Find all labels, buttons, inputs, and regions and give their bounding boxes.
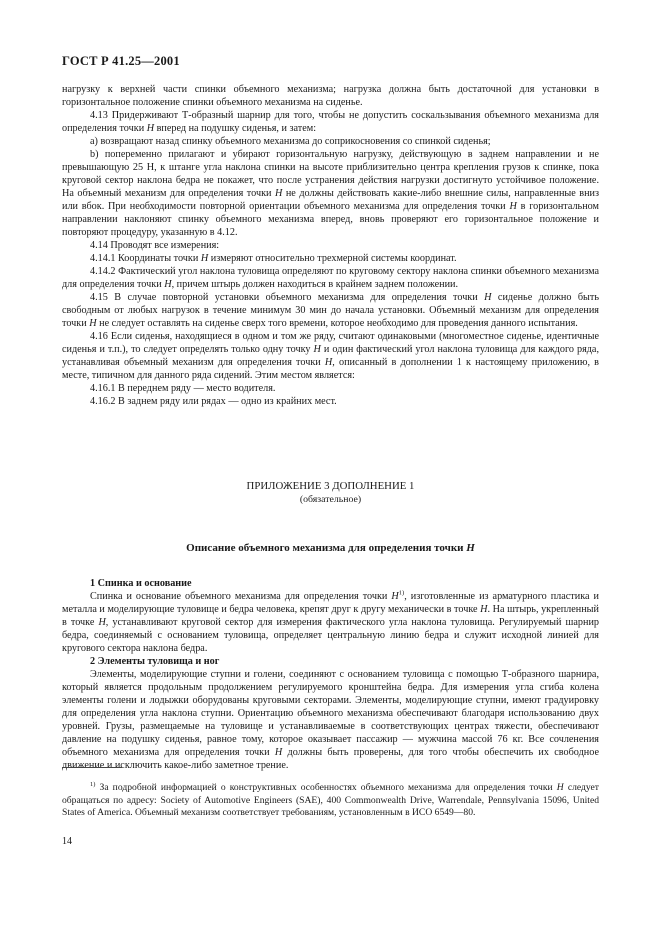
standard-code: ГОСТ Р 41.25—2001 — [62, 54, 180, 68]
paragraph-4-13-b: b) попеременно прилагают и убирают горизонтальную нагрузку, действующую в заднем направлении и не превышающую 25 Н, к штанге угла наклона спинки на высоте приблизительно центра крепления грузов к спинке, пока круговой сектор наклона бедра не покажет, что после устранения действия нагрузки достигнуто устойчивое положение. На объемный механизм для определения точки H не должны действовать какие-либо внешние силы, направленные вниз или вбок. При необходимости повторной ориентации объемного механизма для определения точки H в горизонтальном направлении наклоняют спинку объемного механизма вперед, вновь проверяют его горизонтальное положение и повторяют процедуру, указанную в 4.12. — [62, 149, 600, 238]
appendix-subtitle: (обязательное) — [299, 494, 362, 505]
page-number: 14 — [62, 836, 72, 847]
footnote — [62, 782, 599, 820]
paragraph-4-14-2: 4.14.2 Фактический угол наклона туловища определяют по круговому сектору наклона спинки объемного механизма для определения точки H, причем штырь должен находиться в крайнем заднем положении. — [62, 266, 599, 290]
paragraph-4-15: 4.15 В случае повторной установки объемного механизма для определения точки H сиденье должно быть свободным от любых нагрузок в течение минимум 30 мин до начала установки. Объемный механизм для определения точки H не следует оставлять на сиденье сверх того времени, которое необходимо для проведения данного испытания. — [62, 292, 599, 329]
paragraph-4-14: 4.14 Проводят все измерения: — [90, 240, 220, 251]
section-1-heading: 1 Спинка и основание — [90, 578, 192, 589]
section-2-heading: 2 Элементы туловища и ног — [90, 656, 220, 667]
appendix-heading — [0, 480, 661, 506]
paragraph-4-13-a: а) возвращают назад спинку объемного механизма до соприкосновения со спинкой сиденья; — [90, 136, 491, 147]
clause-text-lower — [62, 577, 599, 772]
clause-text-upper — [62, 83, 599, 408]
appendix-title: ПРИЛОЖЕНИЕ 3 ДОПОЛНЕНИЕ 1 — [246, 480, 415, 492]
footnote-divider — [62, 767, 122, 768]
paragraph-4-13: 4.13 Придерживают Т-образный шарнир для того, чтобы не допустить соскальзывания объемного механизма для определения точки H вперед на подушку сиденья, и затем: — [62, 110, 599, 134]
paragraph-4-16-1: 4.16.1 В переднем ряду — место водителя. — [90, 383, 276, 394]
footnote-ref[interactable]: 1) — [398, 589, 405, 597]
section-2-text: Элементы, моделирующие ступни и голени, соединяют с основанием туловища с помощью Т-образного шарнира, который является продольным продолжением регулируемого кронштейна бедра. Для измерения угла сгиба колена элементы голени и лодыжки оборудованы круговыми секторами. Элементы, моделирующие ступни, имеют градуировку для определения угла наклона ступни. Ориентацию объемного механизма обеспечивают благодаря использованию двух уровней. Грузы, размещаемые на туловище и устанавливаемые в соответствующих центрах тяжести, обеспечивают давление на подушку сиденья, равное тому, которое оказывает пассажир — мужчина массой 76 кг. Все сочленения объемного механизма для определения точки H должны быть проверены, для того чтобы обеспечить их свободное движение и исключить какое-либо заметное трение. — [62, 669, 599, 771]
section-title: Описание объемного механизма для определения точки H — [186, 542, 475, 554]
paragraph-4-14-1: 4.14.1 Координаты точки H измеряют относительно трехмерной системы координат. — [90, 253, 457, 264]
paragraph-4-16: 4.16 Если сиденья, находящиеся в одном и том же ряду, считают одинаковыми (многоместное сиденье, идентичные сиденья и т.п.), то следует определять только одну точку H и один фактический угол наклона туловища для каждого ряда, устанавливая объемный механизм для определения точки H, описанный в дополнении 1 к настоящему приложению, в месте, типичном для данного ряда сидений. Этим местом является: — [62, 331, 600, 381]
footnote-text: $^{1)}$ За подробной информацией о конструктивных особенностях объемного механизма для определения точки H следует обращаться по адресу: Society of Automotive Engineers (SAE), 400 Commonwealth Drive, Warrendale, Pennsylvania 15096, United States of America. Объемный механизм соответствует требованиям, установленным в ИСО 6549—80. — [62, 780, 599, 818]
paragraph-4-16-2: 4.16.2 В заднем ряду или рядах — одно из крайних мест. — [90, 396, 337, 407]
section-1-text: Спинка и основание объемного механизма для определения точки $H^{1)}$, изготовленные из арматурного пластика и металла и моделирующие туловище и бедра человека, крепят друг к другу механически в точке H. На штырь, укрепленный в точке H, устанавливают круговой сектор для измерения фактического угла наклона туловища. Регулируемый шарнир бедра, соединяемый с основанием туловища, определяет центральную линию бедра и служит исходной линией для кругового сектора наклона бедра. — [62, 589, 599, 654]
paragraph-continuation: нагрузку к верхней части спинки объемного механизма; нагрузка должна быть достаточной для установки в горизонтальное положение спинки объемного механизма на сиденье. — [62, 84, 599, 108]
